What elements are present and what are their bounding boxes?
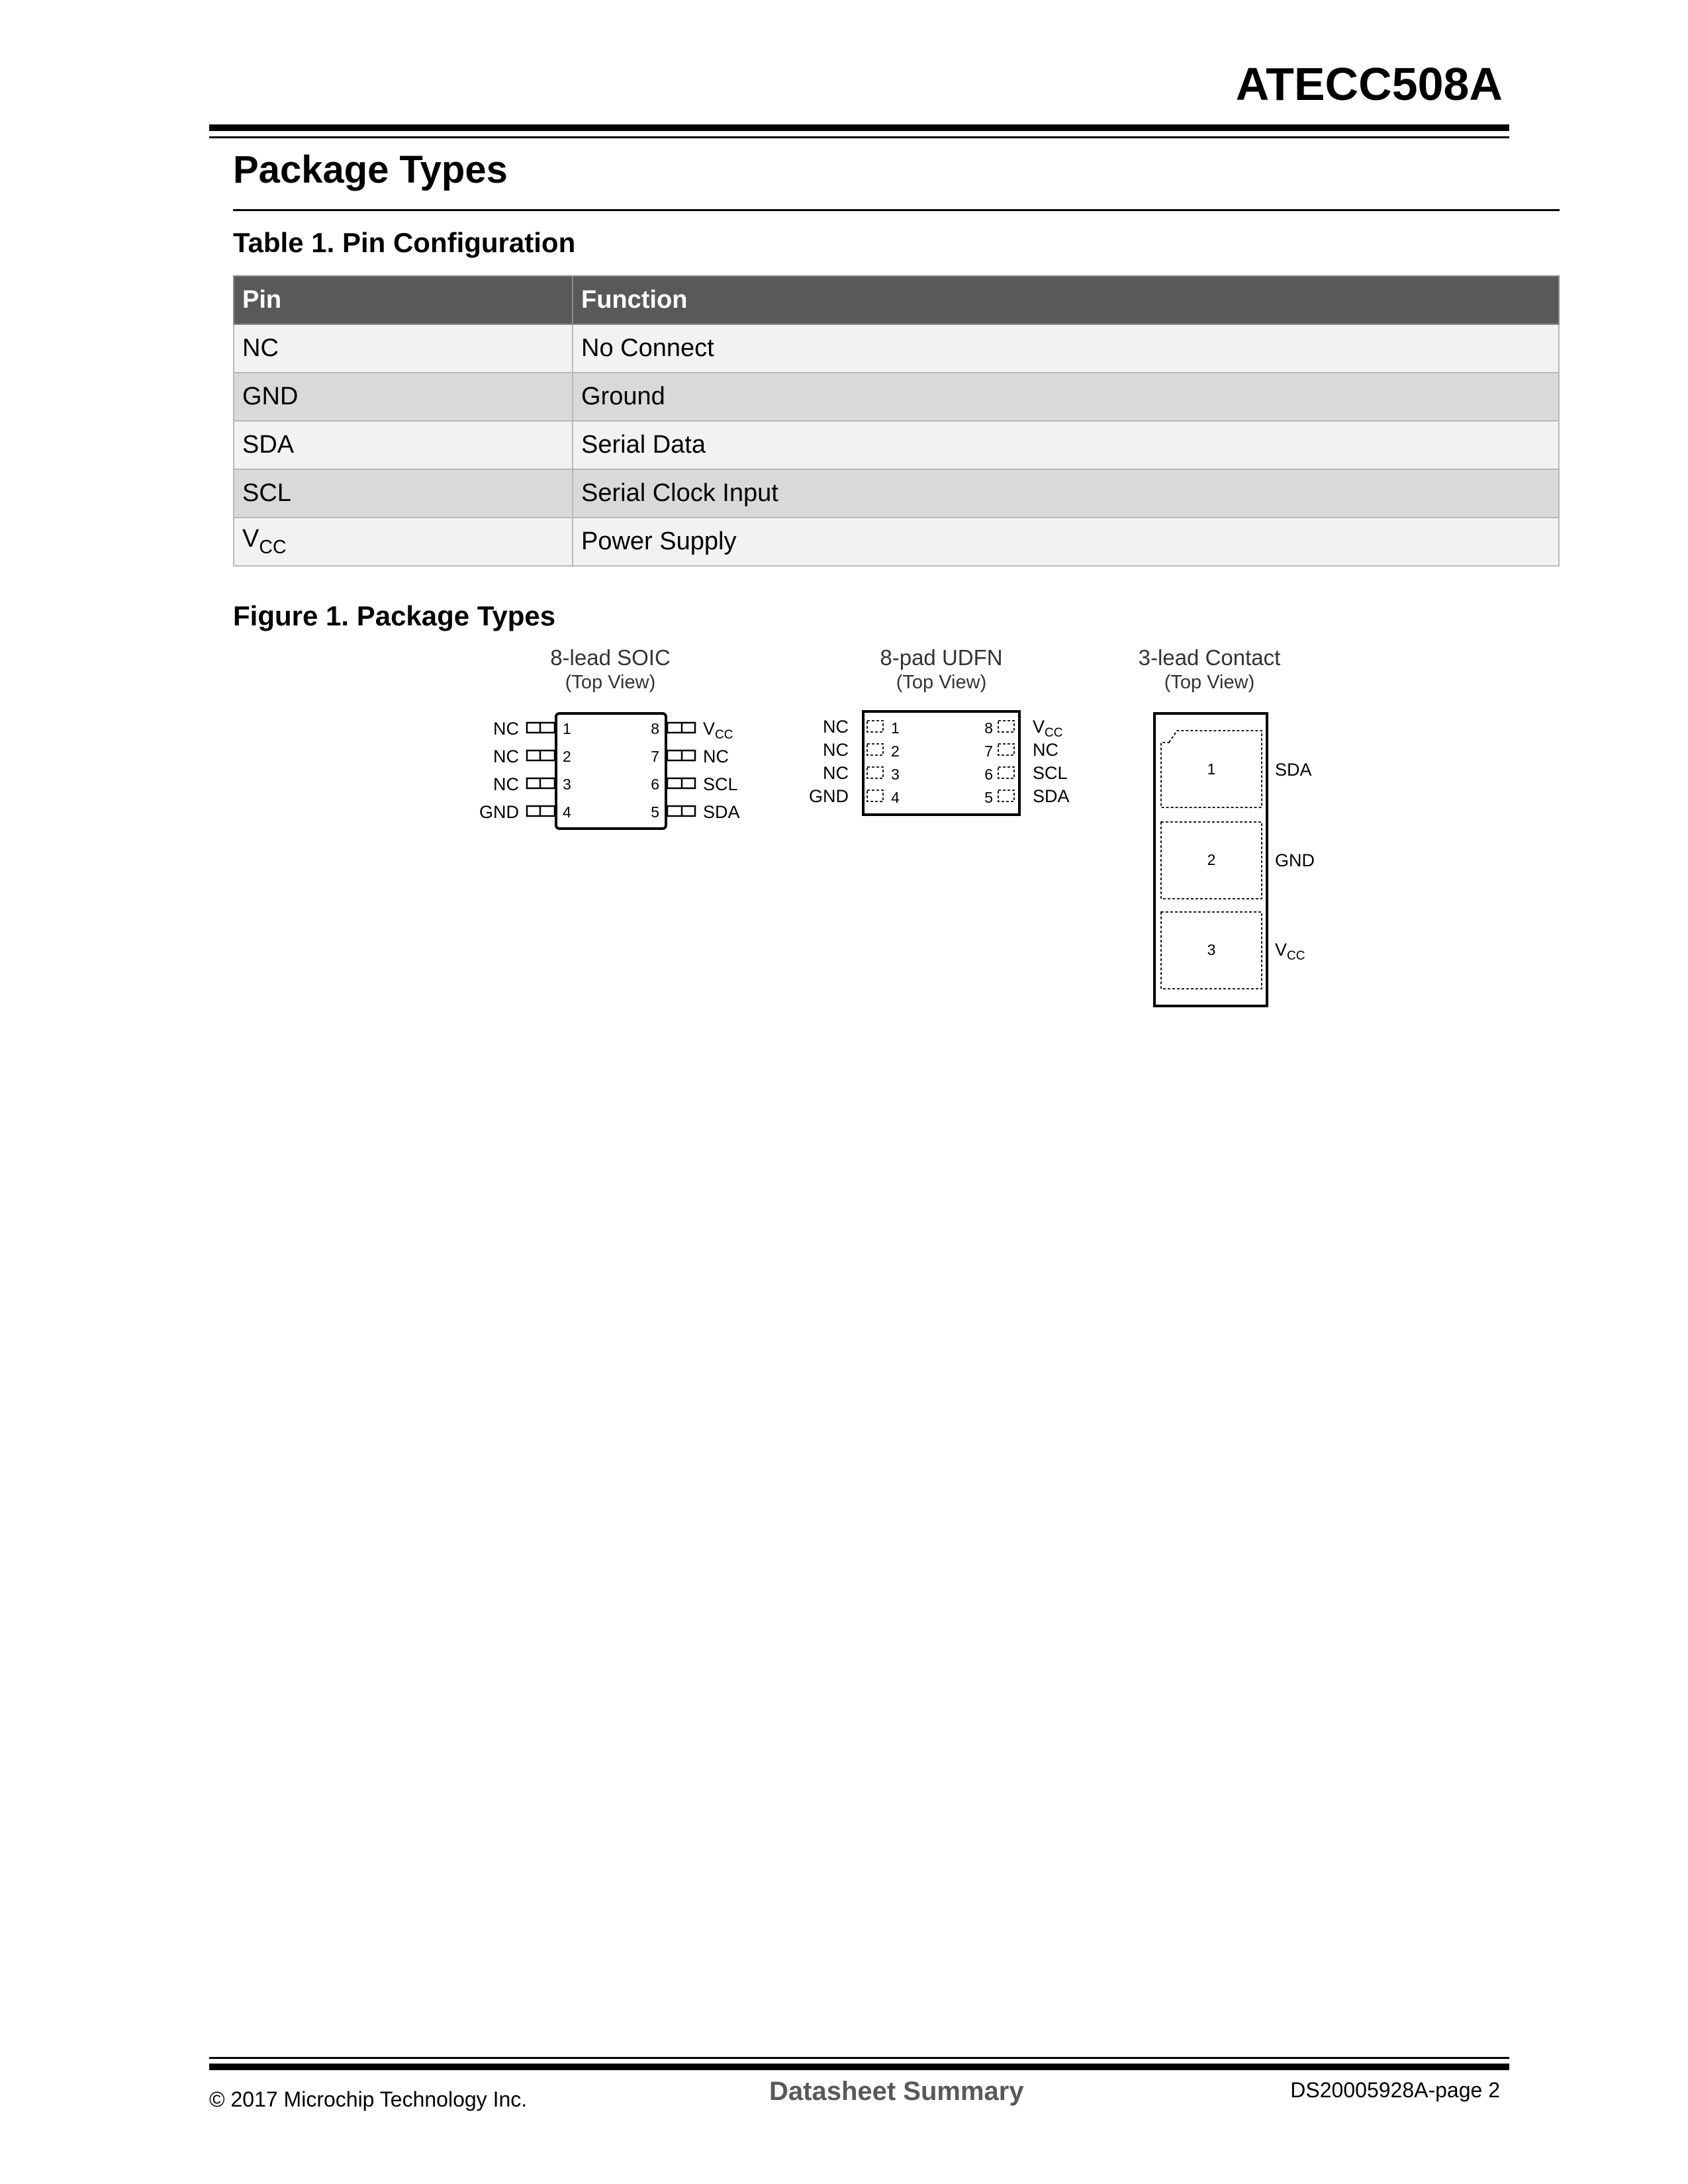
- soic-left-lead: [527, 751, 555, 760]
- function-cell: Serial Data: [573, 421, 1559, 469]
- function-cell: Ground: [573, 373, 1559, 421]
- soic-pin-label: GND: [479, 802, 519, 822]
- udfn-pin-number: 6: [984, 766, 993, 783]
- figure-caption: Figure 1. Package Types: [233, 600, 556, 631]
- soic-pin-number: 4: [563, 803, 571, 821]
- contact-pin-number: 3: [1207, 941, 1216, 958]
- soic-pin-number: 8: [651, 720, 659, 737]
- soic-pin-label: NC: [493, 774, 519, 794]
- pin-main: V: [242, 525, 259, 553]
- column-header-function: Function: [573, 276, 1559, 324]
- udfn-pad: [867, 767, 883, 778]
- contact-pin-label-vcc: [1275, 940, 1305, 963]
- pin-cell: SCL: [234, 469, 573, 518]
- document-title: ATECC508A: [1235, 58, 1503, 110]
- pin-subscript: CC: [259, 536, 287, 558]
- footer-rule-thin: [209, 2057, 1509, 2059]
- soic-pin-label: NC: [493, 719, 519, 739]
- soic-right-lead: [667, 778, 695, 788]
- soic-right-lead: [667, 723, 695, 733]
- soic-pin-label-vcc: [703, 719, 733, 742]
- pin-cell: SDA: [234, 421, 573, 469]
- contact-pin-label: GND: [1275, 850, 1315, 870]
- pin-cell: GND: [234, 373, 573, 421]
- udfn-pin-label: SDA: [1033, 786, 1070, 806]
- section-title: Package Types: [233, 148, 508, 191]
- vcc-main: V: [1275, 940, 1288, 960]
- udfn-title: 8-pad UDFN: [880, 645, 1003, 670]
- pin-cell: NC: [234, 324, 573, 373]
- vcc-subscript: CC: [715, 728, 733, 742]
- contact-title: 3-lead Contact: [1138, 645, 1281, 670]
- udfn-pad: [998, 767, 1014, 778]
- footer-page-number: DS20005928A-page 2: [1290, 2078, 1500, 2102]
- function-cell: No Connect: [573, 324, 1559, 373]
- soic-subtitle: (Top View): [565, 672, 656, 693]
- soic-right-lead: [667, 751, 695, 760]
- soic-body: [556, 713, 666, 829]
- soic-pin-number: 2: [563, 748, 571, 765]
- udfn-pin-number: 3: [891, 766, 900, 783]
- udfn-pad: [867, 790, 883, 801]
- udfn-pin-number: 5: [984, 789, 993, 806]
- udfn-pin-label: NC: [823, 763, 849, 783]
- udfn-pad: [867, 721, 883, 732]
- udfn-pin-number: 4: [891, 789, 900, 806]
- udfn-pin-number: 1: [891, 719, 900, 737]
- udfn-pin-label: GND: [809, 786, 849, 806]
- soic-pin-number: 7: [651, 748, 659, 765]
- function-cell: Serial Clock Input: [573, 469, 1559, 518]
- udfn-pin-number: 7: [984, 743, 993, 760]
- vcc-subscript: CC: [1045, 726, 1063, 740]
- contact-package: [1139, 645, 1315, 1006]
- udfn-pad: [867, 744, 883, 755]
- udfn-pad: [998, 721, 1014, 732]
- soic-pin-number: 5: [651, 803, 659, 821]
- soic-pin-label: NC: [703, 747, 729, 766]
- table-caption: Table 1. Pin Configuration: [233, 227, 576, 258]
- udfn-pad: [998, 744, 1014, 755]
- soic-left-lead: [527, 806, 555, 816]
- function-cell: Power Supply: [573, 518, 1559, 566]
- soic-pin-number: 3: [563, 776, 571, 793]
- udfn-pin-number: 2: [891, 743, 900, 760]
- footer-doc-type: Datasheet Summary: [769, 2077, 1024, 2106]
- vcc-subscript: CC: [1287, 949, 1305, 963]
- soic-right-lead: [667, 806, 695, 816]
- column-header-pin: Pin: [234, 276, 573, 324]
- udfn-pin-label: NC: [823, 717, 849, 737]
- contact-subtitle: (Top View): [1164, 672, 1255, 693]
- soic-pin-label: NC: [493, 747, 519, 766]
- contact-pin-number: 1: [1207, 760, 1216, 778]
- footer-rule-thick: [209, 2064, 1509, 2070]
- soic-package: [479, 645, 740, 829]
- soic-pin-number: 1: [563, 720, 571, 737]
- soic-pin-label: SCL: [703, 774, 738, 794]
- contact-pin-number: 2: [1207, 851, 1216, 868]
- soic-left-lead: [527, 778, 555, 788]
- footer-copyright: © 2017 Microchip Technology Inc.: [209, 2087, 528, 2111]
- udfn-pin-label-vcc: [1033, 717, 1062, 740]
- udfn-body: [863, 711, 1019, 815]
- soic-title: 8-lead SOIC: [550, 645, 671, 670]
- contact-pin-label: SDA: [1275, 760, 1312, 780]
- soic-pin-label: SDA: [703, 802, 740, 822]
- udfn-pin-label: NC: [1033, 740, 1058, 760]
- udfn-package: [809, 645, 1070, 815]
- udfn-pad: [998, 790, 1014, 801]
- udfn-subtitle: (Top View): [896, 672, 987, 693]
- soic-pin-number: 6: [651, 776, 659, 793]
- vcc-main: V: [703, 719, 716, 739]
- udfn-pin-label: SCL: [1033, 763, 1068, 783]
- udfn-pin-label: NC: [823, 740, 849, 760]
- vcc-main: V: [1033, 717, 1045, 737]
- udfn-pin-number: 8: [984, 719, 993, 737]
- soic-left-lead: [527, 723, 555, 733]
